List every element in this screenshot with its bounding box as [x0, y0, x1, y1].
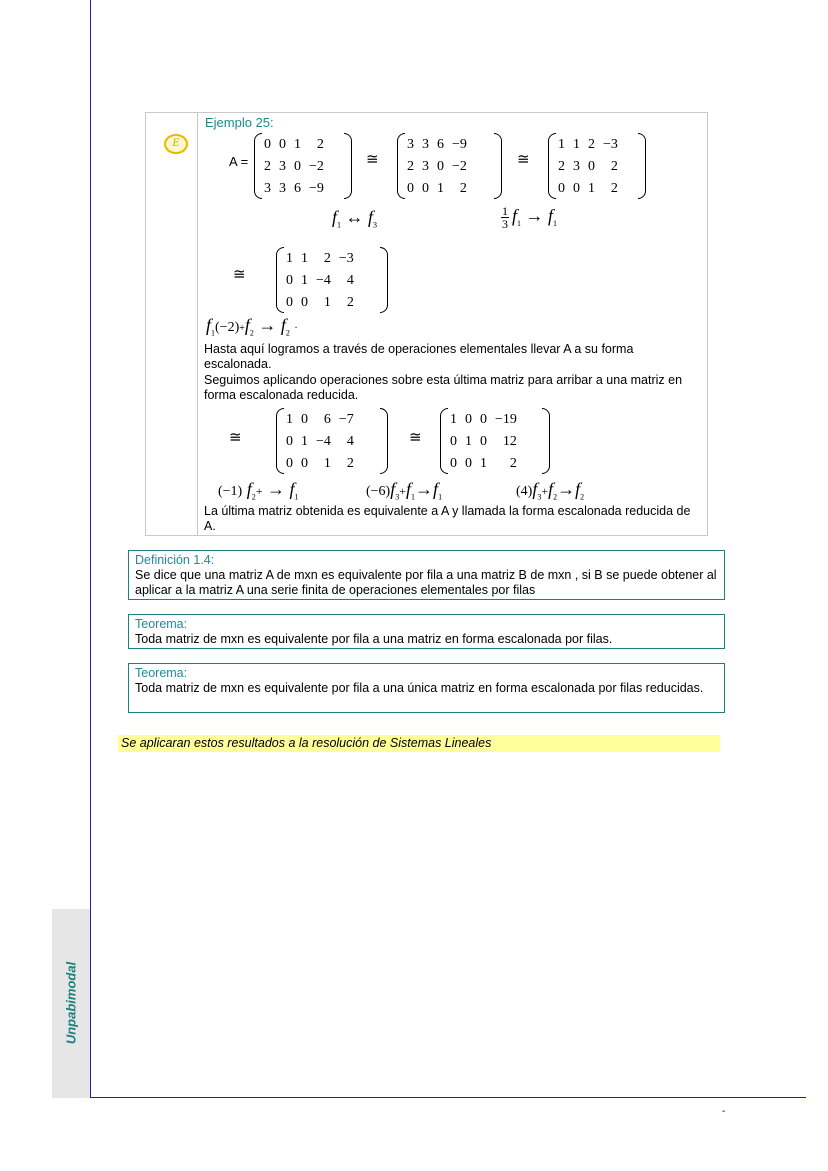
note-text: Se aplicaran estos resultados a la resolución de Sistemas Lineales: [121, 736, 492, 750]
matrix-cell: 0: [407, 181, 414, 196]
matrix-cell: 0: [480, 412, 487, 427]
matrix-cell: 0: [465, 456, 472, 471]
op-4: (−1) $f_2+ \to f_1$: [218, 479, 299, 502]
congruent-sign-2: ≅: [517, 150, 530, 168]
congruent-sign-5: ≅: [409, 428, 422, 446]
example-icon: [164, 134, 188, 154]
congruent-sign-3: ≅: [233, 265, 246, 283]
matrix-row: [403, 134, 471, 156]
matrix-step-4: [276, 408, 388, 474]
matrix-cell: 1: [465, 434, 472, 449]
matrix-row: [260, 156, 328, 178]
footer-mark: -: [722, 1106, 726, 1117]
matrix-cell: 0: [422, 181, 429, 196]
matrix-cell: 0: [301, 456, 308, 471]
matrix-step-3: [276, 247, 388, 313]
matrix-step-2: [548, 133, 646, 199]
left-margin-rule: [90, 0, 91, 1098]
op-5: $(-6)f_3+f_1\to f_1$: [366, 479, 443, 502]
matrix-cell: 3: [407, 137, 414, 152]
matrix-row: [282, 270, 358, 292]
matrix-cell: 0: [558, 181, 565, 196]
matrix-cell: 2: [316, 137, 324, 152]
example-divider: [197, 113, 198, 535]
theorem-box-2: [128, 663, 725, 713]
matrix-cell: 6: [294, 181, 301, 196]
matrix-cell: 1: [301, 251, 308, 266]
matrix-cell: 3: [264, 181, 271, 196]
example-title: Ejemplo 25:: [205, 115, 274, 130]
matrix-row: [446, 409, 521, 431]
matrix-cell: 2: [610, 159, 618, 174]
sidebar-label: Unpabimodal: [63, 961, 79, 1045]
matrix-cell: 0: [286, 456, 293, 471]
definition-body: Se dice que una matriz A de mxn es equivalente por fila a una matriz B de mxn , si B se puede obtener al aplicar a la matriz A una serie finita de operaciones elementales por filas: [135, 568, 717, 597]
matrix-cell: 2: [558, 159, 565, 174]
example-box: [145, 112, 708, 536]
matrix-cell: 1: [301, 434, 308, 449]
matrix-a: [254, 133, 352, 199]
matrix-row: [282, 248, 358, 270]
matrix-row: [446, 453, 521, 475]
matrix-cell: 2: [588, 137, 595, 152]
op-row2: $f_1(-2)+f_2 \to f_2$ ·: [206, 315, 298, 338]
theorem-2-title: Teorema:: [135, 666, 188, 680]
matrix-cell: 0: [573, 181, 580, 196]
matrix-cell: 1: [286, 412, 293, 427]
matrix-cell: 2: [264, 159, 271, 174]
matrix-cell: 3: [279, 181, 286, 196]
matrix-cell: 1: [588, 181, 595, 196]
matrix-cell: 0: [286, 434, 293, 449]
matrix-row: [554, 178, 622, 200]
matrix-cell: 0: [480, 434, 487, 449]
matrix-row: [260, 134, 328, 156]
matrix-row: [282, 292, 358, 314]
example-icon-label: E: [172, 138, 180, 149]
matrix-cell: −19: [495, 412, 517, 427]
matrix-cell: −3: [603, 137, 618, 152]
matrix-row: [554, 134, 622, 156]
matrix-cell: −9: [309, 181, 324, 196]
theorem-1-title: Teorema:: [135, 617, 188, 631]
matrix-cell: 12: [502, 434, 517, 449]
matrix-cell: 3: [422, 159, 429, 174]
matrix-cell: 0: [264, 137, 271, 152]
matrix-cell: 1: [437, 181, 444, 196]
matrix-cell: 0: [279, 137, 286, 152]
matrix-cell: 6: [437, 137, 444, 152]
theorem-box-1: [128, 614, 725, 649]
matrix-cell: 1: [323, 456, 331, 471]
matrix-cell: 2: [459, 181, 467, 196]
matrix-cell: 4: [346, 434, 354, 449]
matrix-cell: 2: [407, 159, 414, 174]
matrix-cell: −3: [338, 251, 354, 266]
matrix-row: [446, 431, 521, 453]
matrix-row: [554, 156, 622, 178]
definition-title: Definición 1.4:: [135, 553, 215, 567]
matrix-cell: 3: [279, 159, 286, 174]
matrix-cell: −4: [316, 434, 331, 449]
matrix-cell: 0: [588, 159, 595, 174]
matrix-row: [282, 453, 358, 475]
matrix-cell: −4: [316, 273, 331, 288]
matrix-cell: 2: [509, 456, 517, 471]
congruent-sign-1: ≅: [366, 150, 379, 168]
matrix-a-label: A =: [229, 154, 249, 169]
highlighted-note: [118, 735, 720, 752]
matrix-cell: 0: [294, 159, 301, 174]
matrix-cell: 1: [301, 273, 308, 288]
matrix-cell: 2: [346, 295, 354, 310]
matrix-cell: 0: [450, 456, 457, 471]
matrix-cell: 1: [294, 137, 301, 152]
matrix-cell: 1: [480, 456, 487, 471]
congruent-sign-4: ≅: [229, 428, 242, 446]
example-text-1: Hasta aquí logramos a través de operaciones elementales llevar A a su forma escalonada.: [204, 342, 634, 371]
example-text-3: La última matriz obtenida es equivalente a A y llamada la forma escalonada reducida de A.: [204, 504, 691, 533]
op-6: $(4)f_3+f_2\to f_2$: [516, 479, 585, 502]
matrix-cell: 2: [323, 251, 331, 266]
matrix-cell: 3: [573, 159, 580, 174]
theorem-2-body: Toda matriz de mxn es equivalente por fila a una única matriz en forma escalonada por filas reducidas.: [135, 681, 704, 695]
matrix-cell: 3: [422, 137, 429, 152]
matrix-cell: 0: [437, 159, 444, 174]
matrix-cell: 0: [301, 295, 308, 310]
matrix-cell: −2: [452, 159, 467, 174]
matrix-cell: 1: [450, 412, 457, 427]
matrix-cell: 0: [450, 434, 457, 449]
matrix-cell: 4: [346, 273, 354, 288]
matrix-cell: −2: [309, 159, 324, 174]
matrix-row: [260, 178, 328, 200]
matrix-row: [403, 156, 471, 178]
matrix-cell: 1: [573, 137, 580, 152]
matrix-step-1: [397, 133, 502, 199]
matrix-reduced: [440, 408, 550, 474]
matrix-cell: 2: [610, 181, 618, 196]
op-swap-rows: $f_1$ ↔ $f_3$: [332, 207, 378, 230]
example-text-2: Seguimos aplicando operaciones sobre esta última matriz para arribar a una matriz en forma escalonada reducida.: [204, 373, 683, 402]
matrix-cell: −7: [338, 412, 354, 427]
matrix-cell: 2: [346, 456, 354, 471]
bottom-margin-rule: [90, 1097, 806, 1098]
matrix-cell: 1: [323, 295, 331, 310]
matrix-cell: 0: [286, 295, 293, 310]
matrix-cell: 1: [286, 251, 293, 266]
matrix-cell: −9: [452, 137, 467, 152]
op-scale-row: $\frac{1}{3}$ $f_1 \to f_1$: [502, 204, 558, 231]
theorem-1-body: Toda matriz de mxn es equivalente por fila a una matriz en forma escalonada por filas.: [135, 632, 613, 646]
matrix-cell: 6: [323, 412, 331, 427]
definition-box: [128, 550, 725, 600]
matrix-cell: 1: [558, 137, 565, 152]
matrix-row: [282, 409, 358, 431]
matrix-cell: 0: [465, 412, 472, 427]
matrix-cell: 0: [301, 412, 308, 427]
matrix-cell: 0: [286, 273, 293, 288]
matrix-row: [282, 431, 358, 453]
matrix-row: [403, 178, 471, 200]
